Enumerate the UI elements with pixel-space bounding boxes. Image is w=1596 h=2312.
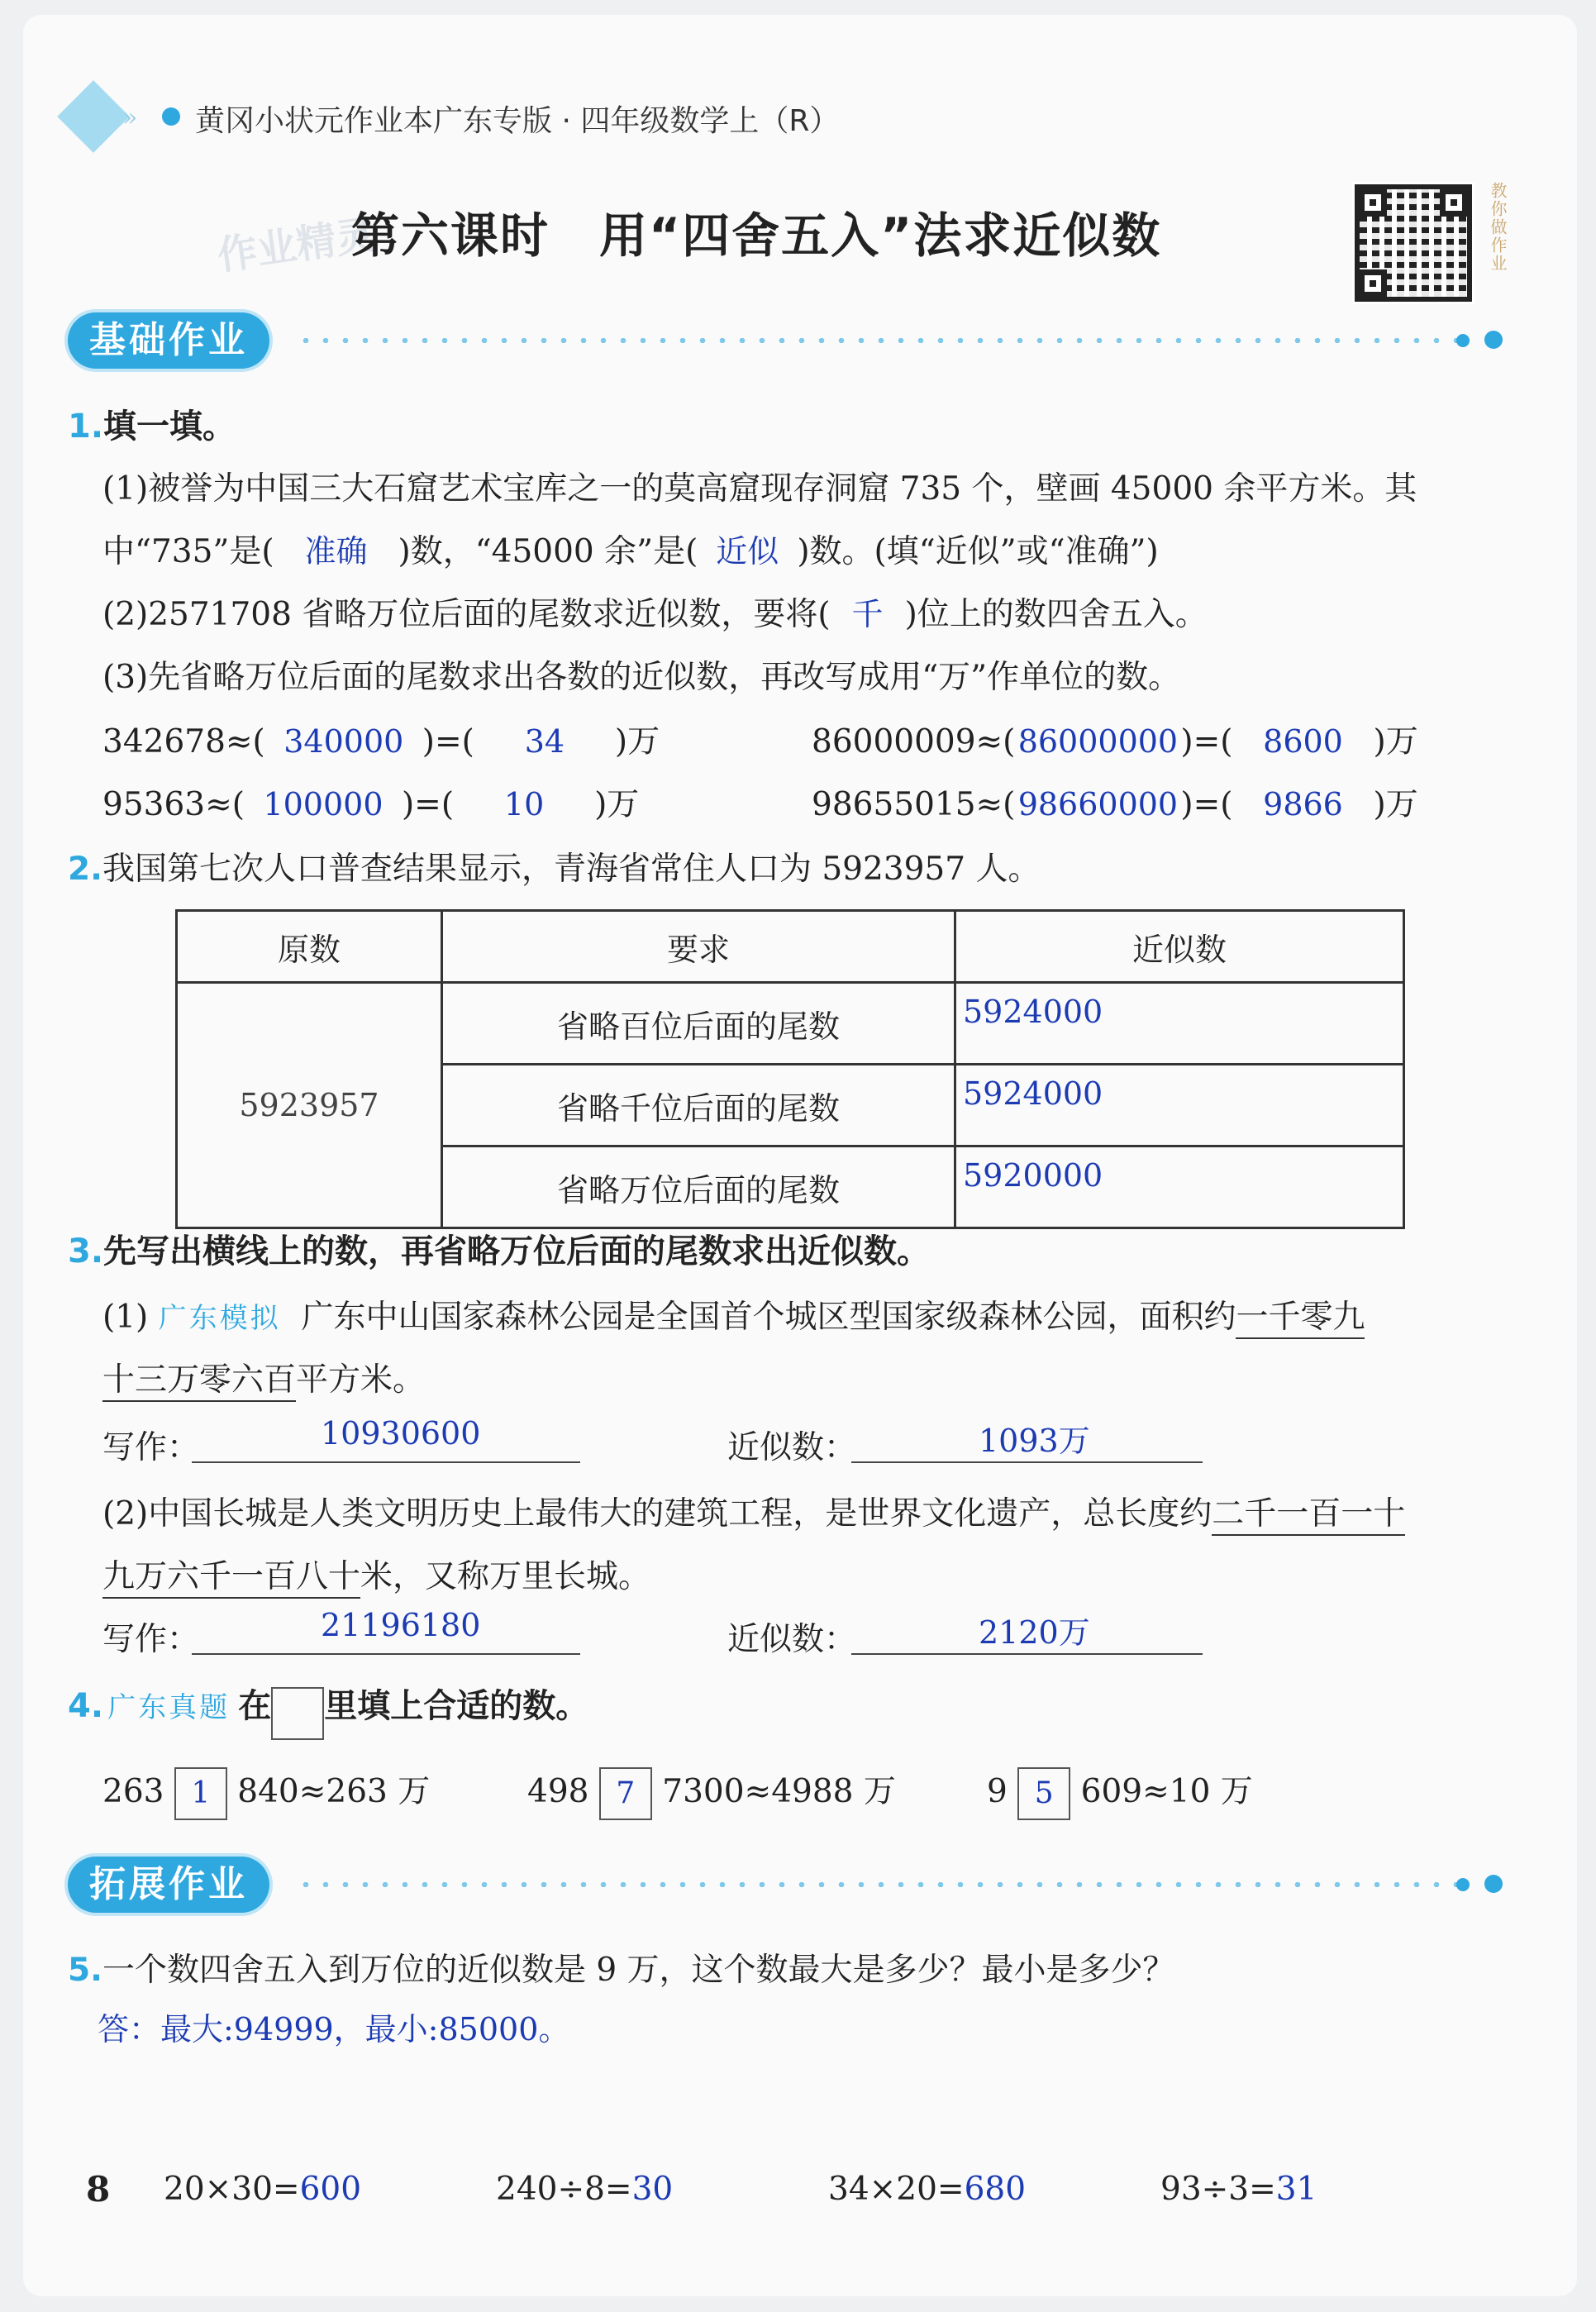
q1-p1-line1: (1)被誉为中国三大石窟艺术宝库之一的莫高窟现存洞窟 735 个，壁画 45000 余平方米。其 bbox=[102, 470, 1417, 508]
q3-p2-line1: (2)中国长城是人类文明历史上最伟大的建筑工程，是世界文化遗产，总长度约二千一百一十 bbox=[102, 1488, 1405, 1536]
q3-p2-approx-label: 近似数： bbox=[727, 1621, 857, 1658]
q1-p2: (2)2571708 省略万位后面的尾数求近似数，要将( 千 )位上的数四舍五入。 bbox=[102, 596, 1208, 633]
q3-p1-line1: (1) 广东模拟 广东中山国家森林公园是全国首个城区型国家级森林公园，面积约一千零九 bbox=[102, 1291, 1365, 1339]
table-answer: 5920000 bbox=[955, 1146, 1404, 1228]
q1-row-3: 95363≈( 100000 )=( 10 )万 bbox=[102, 786, 640, 823]
divider-dot-icon bbox=[1456, 1878, 1470, 1891]
page-number: 8 bbox=[86, 2169, 111, 2210]
table-answer: 5924000 bbox=[955, 1065, 1404, 1146]
q3-p1-write-line bbox=[192, 1461, 580, 1463]
q2-table bbox=[175, 909, 1405, 1229]
q3-p1-approx-line bbox=[851, 1461, 1203, 1463]
footer-calc-2: 240÷8=30 bbox=[496, 2171, 674, 2208]
header-dot-icon bbox=[162, 107, 180, 126]
q1-row-1: 342678≈( 340000 )=( 34 )万 bbox=[102, 723, 660, 760]
table-answer: 5924000 bbox=[955, 983, 1404, 1065]
empty-box-icon bbox=[271, 1687, 324, 1740]
table-header: 要求 bbox=[442, 911, 955, 983]
qr-side-text: 教你做作业 bbox=[1488, 182, 1508, 273]
q3-p2-approx-answer: 2120万 bbox=[979, 1614, 1090, 1651]
header-arrow-icon: » bbox=[122, 103, 138, 132]
watermark-logo: 作业精灵 bbox=[214, 211, 379, 280]
q3-p1-approx-label: 近似数： bbox=[727, 1429, 857, 1466]
q1-p1-line2: 中“735”是( 准确 )数，“45000 余”是( 近似 )数。(填“近似”或“准确”) bbox=[102, 533, 1159, 570]
q3-p1-write-label: 写作： bbox=[102, 1429, 200, 1466]
section-extension-badge: 拓展作业 bbox=[68, 1857, 269, 1913]
footer-calc-4: 93÷3=31 bbox=[1160, 2171, 1317, 2208]
section-divider bbox=[296, 1882, 1470, 1887]
q3-p2-write-answer: 21196180 bbox=[321, 1607, 481, 1643]
section-basic-badge: 基础作业 bbox=[68, 312, 269, 369]
q3-p2-line2: 九万六千一百八十米，又称万里长城。 bbox=[102, 1551, 650, 1599]
q5-text: 5.一个数四舍五入到万位的近似数是 9 万，这个数最大是多少？最小是多少？ bbox=[68, 1952, 1175, 1989]
q4-item-1: 263 1 840≈263 万 bbox=[102, 1766, 430, 1820]
q5-answer: 答：最大:94999，最小:85000。 bbox=[98, 2011, 570, 2047]
divider-dot-icon bbox=[1484, 1875, 1503, 1893]
section-divider bbox=[296, 338, 1470, 343]
q1-row-4: 98655015≈(98660000)=( 9866 )万 bbox=[812, 786, 1418, 823]
table-requirement: 省略百位后面的尾数 bbox=[442, 983, 955, 1065]
q3-p2-write-line bbox=[192, 1653, 580, 1655]
table-header: 近似数 bbox=[955, 911, 1404, 983]
q4-title: 4. 广东真题 在 里填上合适的数。 bbox=[68, 1680, 588, 1740]
page-title: 第六课时 用“四舍五入”法求近似数 bbox=[351, 207, 1162, 264]
table-requirement: 省略万位后面的尾数 bbox=[442, 1146, 955, 1228]
q1-p3: (3)先省略万位后面的尾数求出各数的近似数，再改写成用“万”作单位的数。 bbox=[102, 659, 1181, 696]
q3-p1-line2: 十三万零六百平方米。 bbox=[102, 1354, 425, 1402]
header-title: 黄冈小状元作业本广东专版 · 四年级数学上（R） bbox=[195, 104, 840, 138]
qr-code-icon bbox=[1352, 182, 1475, 304]
q4-item-2: 498 7 7300≈4988 万 bbox=[527, 1766, 896, 1820]
divider-dot-icon bbox=[1484, 331, 1503, 349]
q1-title: 1.填一填。 bbox=[68, 408, 236, 446]
q3-title: 3.先写出横线上的数，再省略万位后面的尾数求出近似数。 bbox=[68, 1232, 931, 1270]
footer-calc-1: 20×30=600 bbox=[164, 2171, 362, 2208]
q3-p2-approx-line bbox=[851, 1653, 1203, 1655]
table-requirement: 省略千位后面的尾数 bbox=[442, 1065, 955, 1146]
q4-item-3: 9 5 609≈10 万 bbox=[987, 1766, 1253, 1820]
divider-dot-icon bbox=[1456, 334, 1470, 347]
q3-p1-write-answer: 10930600 bbox=[321, 1415, 481, 1452]
q2-text: 2.我国第七次人口普查结果显示，青海省常住人口为 5923957 人。 bbox=[68, 851, 1041, 888]
footer-calc-3: 34×20=680 bbox=[828, 2171, 1027, 2208]
q3-p1-approx-answer: 1093万 bbox=[979, 1423, 1090, 1459]
table-header: 原数 bbox=[177, 911, 442, 983]
q1-row-2: 86000009≈(86000000)=( 8600 )万 bbox=[812, 723, 1418, 760]
q3-p2-write-label: 写作： bbox=[102, 1621, 200, 1658]
table-original-value: 5923957 bbox=[177, 983, 442, 1228]
